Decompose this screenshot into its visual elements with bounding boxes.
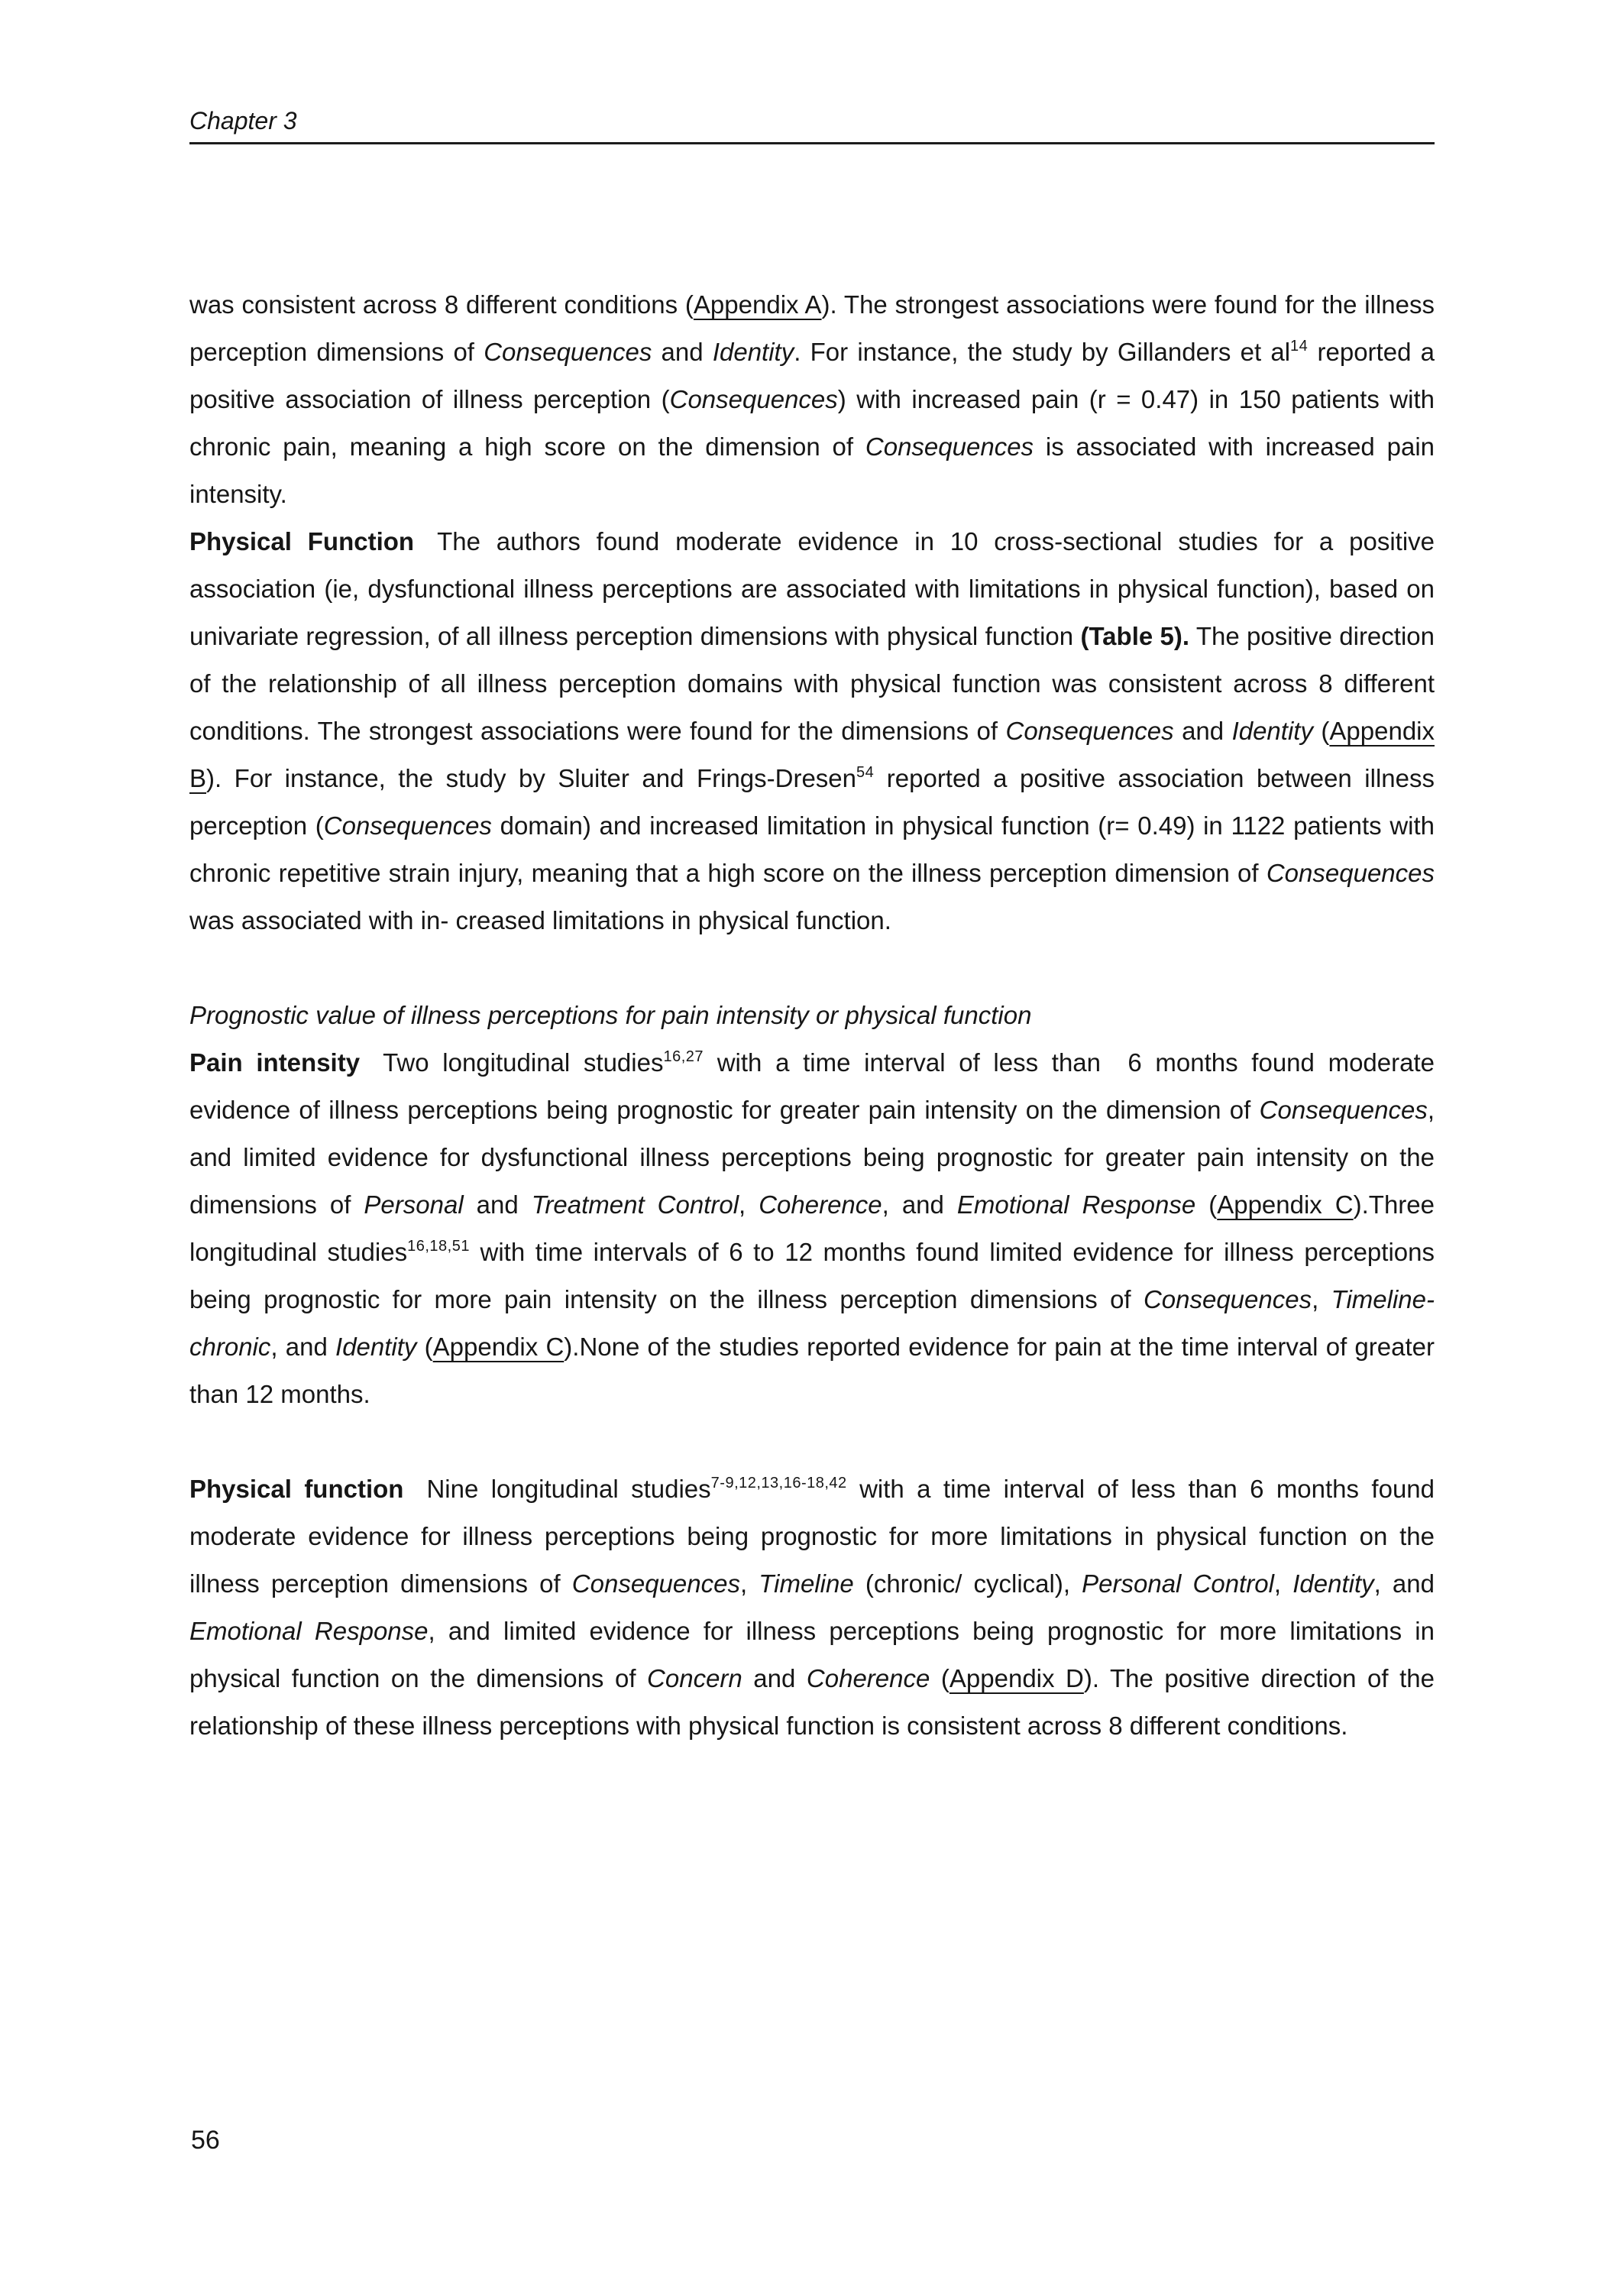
- paragraph: [189, 518, 1435, 944]
- text-run: ,: [739, 1190, 759, 1219]
- text-run: (chronic/ cyclical),: [853, 1569, 1082, 1598]
- text-run: Nine longitudinal studies: [426, 1475, 711, 1503]
- superscript-citation: 54: [856, 764, 875, 781]
- superscript-citation: 16,18,51: [407, 1238, 470, 1255]
- paragraph: [189, 1039, 1435, 1418]
- text-run: ). The strongest associations were found for the illness perception dimensions of: [189, 290, 1435, 366]
- italic-term: Identity: [335, 1333, 417, 1361]
- text-run: ,: [1312, 1285, 1331, 1313]
- text-run: with time intervals of 6 to 12 months found limited evidence for illness perceptions being prognostic for more pain intensity on the illness perception dimensions of: [189, 1238, 1435, 1313]
- text-run: (: [1195, 1190, 1218, 1219]
- text-run: domain) and increased limitation in physical function (r= 0.49) in 1122 patients with chronic repetitive strain injury, meaning that a high score on the illness perception dimension of: [189, 811, 1435, 887]
- page-body: [189, 281, 1435, 1750]
- italic-term: Identity: [712, 338, 794, 366]
- bold-lead-in: Pain intensity: [189, 1048, 361, 1077]
- italic-term: Consequences: [1005, 717, 1174, 745]
- text-run: (: [1312, 717, 1330, 745]
- paragraph: [189, 281, 1435, 518]
- italic-term: Consequences: [323, 811, 492, 840]
- bold-text: (Table 5).: [1080, 622, 1190, 650]
- italic-term: Treatment Control: [531, 1190, 739, 1219]
- text-run: The authors found moderate evidence in 10 cross-sectional studies for a positive association (ie, dysfunctional illness perceptions are associated with limitations in physical function), based on univariate regression, of all illness perception dimensions with physical function: [189, 527, 1435, 650]
- superscript-citation: 16,27: [663, 1048, 704, 1065]
- appendix-link[interactable]: Appendix C: [1217, 1190, 1354, 1219]
- italic-term: Consequences: [1266, 859, 1435, 887]
- text-run: ,: [1273, 1569, 1293, 1598]
- page-number: 56: [191, 2126, 220, 2155]
- bold-lead-in: Physical Function: [189, 527, 415, 555]
- text-run: Two longitudinal studies: [383, 1048, 664, 1077]
- paragraph-spacer: [189, 1418, 1435, 1466]
- italic-term: Consequences: [1259, 1096, 1428, 1124]
- italic-term: Consequences: [669, 385, 838, 413]
- italic-term: Prognostic value of illness perceptions for pain intensity or physical function: [189, 1001, 1032, 1029]
- italic-term: Identity: [1292, 1569, 1374, 1598]
- superscript-citation: 14: [1290, 338, 1309, 355]
- text-run: ) with increased pain (r = 0.47) in 150 patients with chronic pain, meaning a high score on the dimension of: [189, 385, 1435, 461]
- section-heading: [189, 992, 1435, 1039]
- text-run: and: [652, 338, 713, 366]
- text-run: , and: [270, 1333, 336, 1361]
- bold-lead-in: Physical function: [189, 1475, 404, 1503]
- appendix-link[interactable]: Appendix A: [693, 290, 822, 319]
- text-run: and: [463, 1190, 532, 1219]
- italic-term: Emotional Response: [956, 1190, 1196, 1219]
- italic-term: Timeline-chronic: [189, 1285, 1435, 1361]
- text-run: The positive direction of the relationship of all illness perception domains with physical function was consistent across 8 different conditions. The strongest associations were found for the dimensions of: [189, 622, 1435, 745]
- italic-term: Concern: [647, 1664, 742, 1692]
- text-run: , and: [882, 1190, 957, 1219]
- italic-term: Timeline: [759, 1569, 854, 1598]
- text-run: ,: [739, 1569, 759, 1598]
- text-run: is associated with increased pain intensity.: [189, 432, 1435, 508]
- text-run: with a time interval of less than 6 months found moderate evidence for illness perceptions being prognostic for more limitations in physical function on the illness perception dimensions of: [189, 1475, 1435, 1598]
- italic-term: Consequences: [571, 1569, 740, 1598]
- italic-term: Consequences: [484, 338, 652, 366]
- text-run: was associated with in- creased limitations in physical function.: [189, 906, 891, 934]
- paragraph-spacer: [189, 944, 1435, 992]
- italic-term: Coherence: [759, 1190, 882, 1219]
- italic-term: Identity: [1231, 717, 1313, 745]
- text-run: ).None of the studies reported evidence for pain at the time interval of greater than 12 months.: [189, 1333, 1435, 1408]
- paragraph: [189, 1466, 1435, 1750]
- text-run: ). For instance, the study by Sluiter and Frings-Dresen: [206, 764, 857, 792]
- italic-term: Coherence: [806, 1664, 930, 1692]
- italic-term: Emotional Response: [189, 1617, 429, 1645]
- text-run: with a time interval of less than 6 months found moderate evidence of illness perceptions being prognostic for greater pain intensity on the dimension of: [189, 1048, 1435, 1124]
- text-run: and: [1173, 717, 1232, 745]
- text-run: (: [416, 1333, 433, 1361]
- appendix-link[interactable]: Appendix B: [189, 717, 1435, 792]
- text-run: was consistent across 8 different conditions (: [189, 290, 694, 319]
- text-run: reported a positive association between illness perception (: [189, 764, 1435, 840]
- appendix-link[interactable]: Appendix C: [432, 1333, 565, 1361]
- text-run: , and: [1373, 1569, 1435, 1598]
- header-rule: [189, 142, 1435, 144]
- text-run: ). The positive direction of the relationship of these illness perceptions with physical function is consistent across 8 different conditions.: [189, 1664, 1435, 1740]
- text-run: reported a positive association of illness perception (: [189, 338, 1435, 413]
- text-run: . For instance, the study by Gillanders et al: [794, 338, 1291, 366]
- italic-term: Personal Control: [1082, 1569, 1274, 1598]
- appendix-link[interactable]: Appendix D: [949, 1664, 1084, 1692]
- text-run: , and limited evidence for illness perceptions being prognostic for more limitations in physical function on the dimensions of: [189, 1617, 1435, 1692]
- text-run: (: [930, 1664, 949, 1692]
- italic-term: Personal: [364, 1190, 464, 1219]
- text-run: , and limited evidence for dysfunctional illness perceptions being prognostic for greater pain intensity on the dimensions of: [189, 1096, 1435, 1219]
- running-header-chapter: Chapter 3: [189, 107, 297, 134]
- text-run: and: [742, 1664, 807, 1692]
- italic-term: Consequences: [865, 432, 1034, 461]
- superscript-citation: 7-9,12,13,16-18,42: [710, 1475, 847, 1491]
- text-run: ).Three longitudinal studies: [189, 1190, 1435, 1266]
- italic-term: Consequences: [1143, 1285, 1312, 1313]
